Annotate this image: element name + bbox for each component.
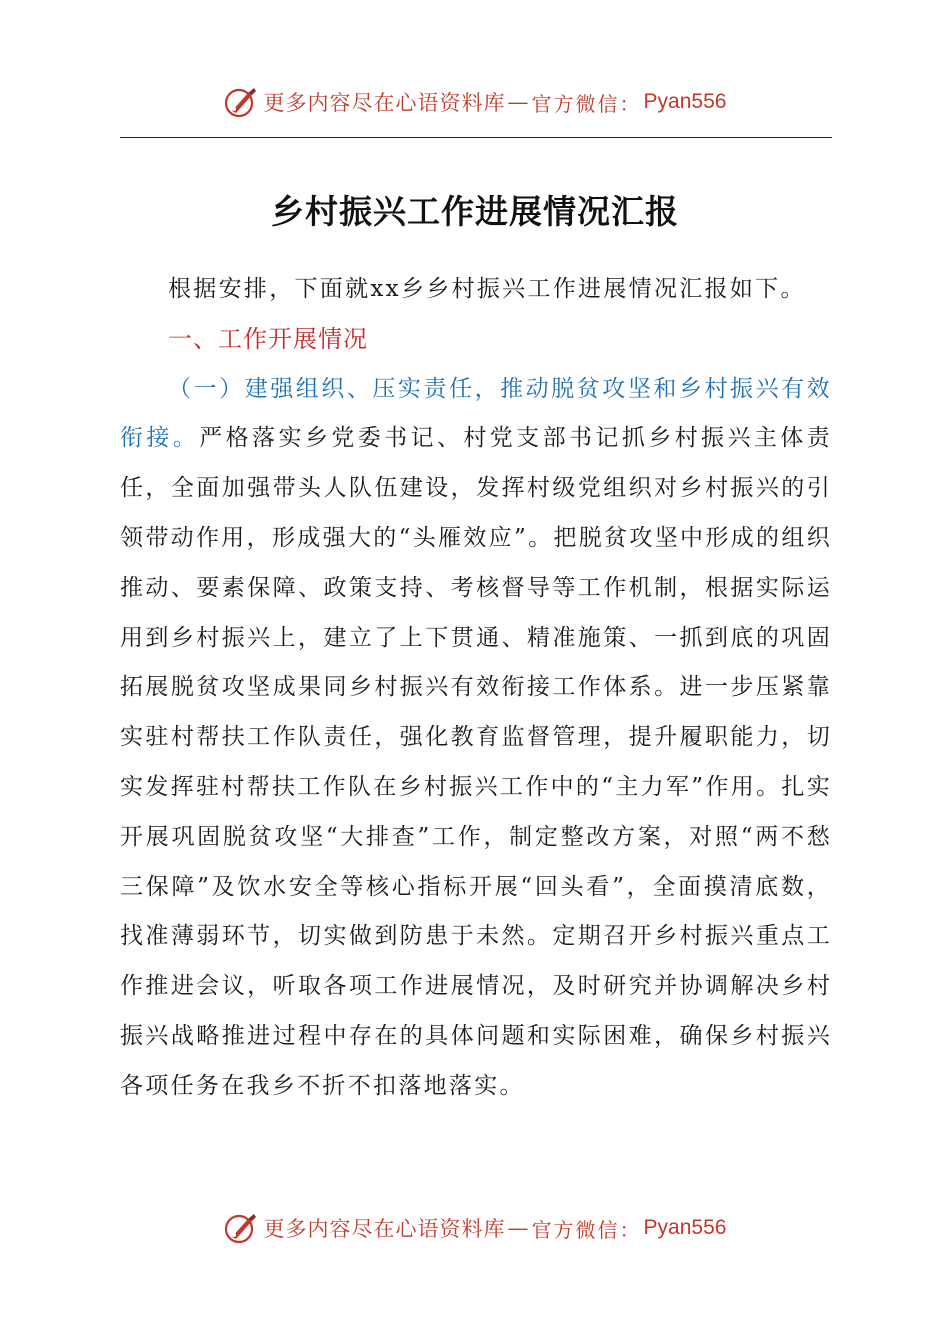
pen-logo-icon <box>224 85 258 119</box>
pen-logo-icon <box>224 1211 258 1245</box>
document-title: 乡村振兴工作进展情况汇报 <box>271 192 679 231</box>
banner-wechat-label: 官方微信： <box>531 91 642 116</box>
subsection-heading: （一）建强组织、压实责任，推动脱贫攻坚和乡村振兴有效衔接。 <box>120 375 832 452</box>
banner-site-text: 更多内容尽在心语资料库 <box>263 91 506 115</box>
banner-wechat-id: Pyan556 <box>643 90 727 113</box>
footer-banner <box>0 1208 950 1248</box>
paragraph-body: 严格落实乡党委书记、村党支部书记抓乡村振兴主体责任，全面加强带头人队伍建设，发挥村级党组织对乡村振兴的引领带动作用，形成强大的“头雁效应”。把脱贫攻坚中形成的组织推动、要素保障、政策支持、考核督导等工作机制，根据实际运用到乡村振兴上，建立了上下贯通、精准施策、一抓到底的巩固拓展脱贫攻坚成果同乡村振兴有效衔接工作体系。进一步压紧靠实驻村帮扶工作队责任，强化教育监督管理，提升履职能力，切实发挥驻村帮扶工作队在乡村振兴工作中的“主力军”作用。扎实开展巩固脱贫攻坚“大排查”工作，制定整改方案，对照“两不愁三保障”及饮水安全等核心指标开展“回头看”，全面摸清底数，找准薄弱环节，切实做到防患于未然。定期召开乡村振兴重点工作推进会议，听取各项工作进展情况，及时研究并协调解决乡村振兴战略推进过程中存在的具体问题和实际困难，确保乡村振兴各项任务在我乡不折不扣落地落实。 <box>120 425 832 1099</box>
header-divider <box>120 137 832 138</box>
intro-paragraph: 根据安排，下面就xx乡乡村振兴工作进展情况汇报如下。 <box>168 276 806 302</box>
banner-wechat-label: 官方微信： <box>531 1217 642 1242</box>
document-body <box>120 265 832 1112</box>
section-heading: 一、工作开展情况 <box>168 324 368 353</box>
header-banner <box>0 82 950 122</box>
banner-wechat-id: Pyan556 <box>643 1216 727 1239</box>
banner-dash: — <box>507 90 530 114</box>
body-paragraph <box>120 365 832 1112</box>
banner-site-text: 更多内容尽在心语资料库 <box>263 1217 506 1241</box>
banner-dash: — <box>507 1216 530 1240</box>
